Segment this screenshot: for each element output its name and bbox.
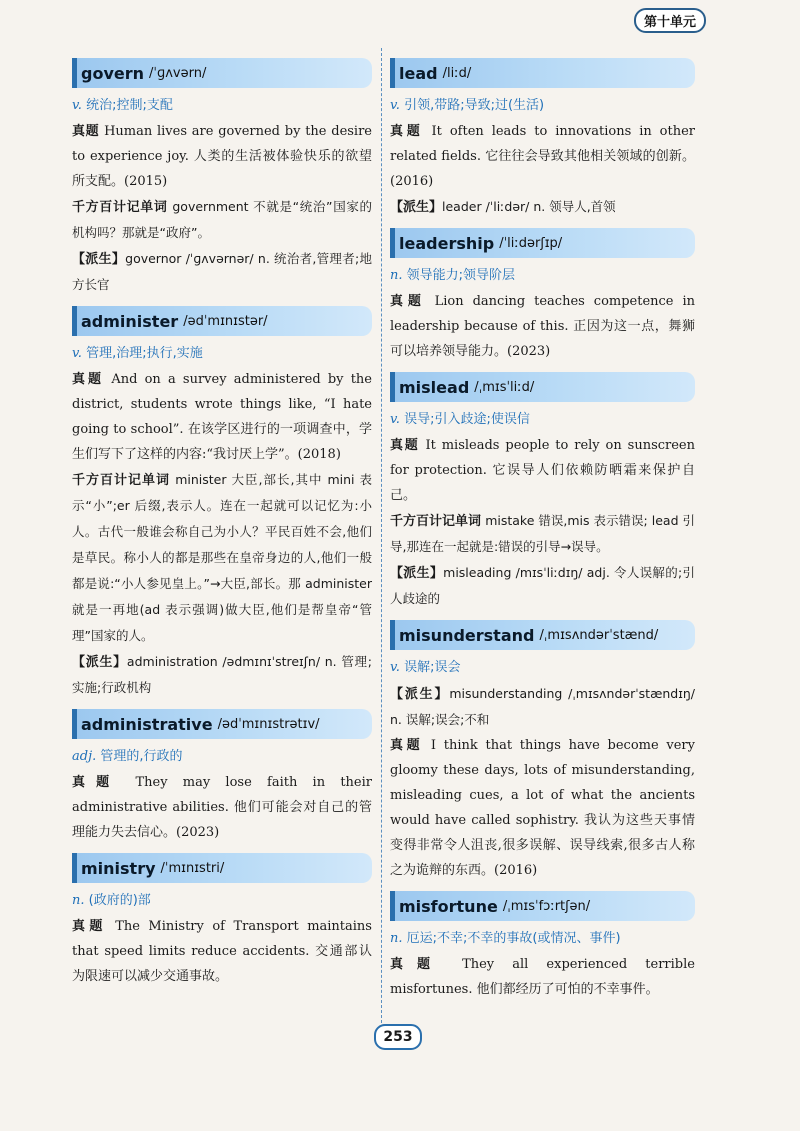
definition	[390, 408, 695, 427]
meaning: 统治;控制;支配	[86, 98, 173, 113]
phonetic: /ˈmɪnɪstri/	[160, 860, 225, 876]
meaning: 厄运;不幸;不幸的事故(或情况、事件)	[406, 931, 621, 946]
definition	[390, 927, 695, 946]
phonetic: /ˈliːdərʃɪp/	[499, 235, 563, 251]
definition	[72, 342, 372, 361]
exam-label: 真题	[390, 438, 420, 453]
derived-text: leader /ˈliːdər/ n. 领导人,首领	[442, 199, 616, 214]
memo-note	[72, 194, 372, 246]
derived-text: administration /ədmɪnɪˈstreɪʃn/ n. 管理;实施;行政机构	[72, 654, 372, 695]
headword-bar	[390, 891, 695, 921]
headword: mislead	[399, 377, 470, 397]
phonetic: /ˈɡʌvərn/	[149, 65, 207, 81]
entry-mislead	[390, 372, 695, 612]
right-column	[390, 50, 695, 1002]
derived-label: 【派生】	[390, 687, 450, 702]
derived-label: 【派生】	[390, 200, 443, 215]
memo-text: minister 大臣,部长,其中 mini 表示“小”;er 后缀,表示人。连在一起就可以记忆为:小人。古代一般谁会称自己为小人？平民百姓不会,他们是草民。称小人的都是那些在皇帝身边的人,他们一般都是说:“小人参见皇上。”→大臣,部长。那 administer 就是一再地(ad 表示强调)做大臣,他们是帮皇帝“管理”国家的人。	[72, 472, 372, 643]
exam-label: 真题	[72, 775, 121, 790]
headword-bar	[72, 306, 372, 336]
exam-text: They may lose faith in their administrative abilities. 他们可能会对自己的管理能力失去信心。(2023)	[72, 775, 372, 840]
headword-bar	[390, 372, 695, 402]
part-of-speech: adj.	[72, 749, 97, 764]
phonetic: /ˌmɪsˈfɔːrtʃən/	[502, 898, 591, 914]
memo-text: government 不就是“统治”国家的机构吗？那就是“政府”。	[72, 199, 372, 240]
headword: lead	[399, 63, 438, 83]
phonetic: /ədˈmɪnɪstər/	[183, 313, 268, 329]
exam-sentence	[72, 770, 372, 845]
part-of-speech: n.	[72, 893, 85, 908]
phonetic: /ˌmɪsʌndərˈstænd/	[539, 627, 659, 643]
exam-label: 真题	[390, 294, 426, 309]
exam-sentence	[390, 952, 695, 1002]
column-divider	[381, 48, 382, 1033]
exam-text: And on a survey administered by the district, students wrote things like, “I hate going to school”. 在该学区进行的一项调查中，学生们写下了这样的内容:“我讨厌上学”。(2018)	[72, 372, 373, 462]
exam-label: 真题	[72, 124, 100, 139]
exam-text: The Ministry of Transport maintains that speed limits reduce accidents. 交通部认为限速可以减少交通事故。	[72, 919, 372, 984]
headword: leadership	[399, 233, 495, 253]
exam-label: 真题	[390, 738, 424, 753]
derived-text: misunderstanding /ˌmɪsʌndərˈstændɪŋ/ n. 误解;误会;不和	[390, 686, 695, 727]
entry-lead	[390, 58, 695, 220]
entry-misunderstand	[390, 620, 695, 883]
exam-sentence	[390, 433, 695, 508]
exam-sentence	[390, 733, 695, 883]
derived-label: 【派生】	[390, 566, 444, 581]
derived-text: governor /ˈɡʌvərnər/ n. 统治者,管理者;地方长官	[72, 251, 372, 292]
memo-label: 千方百计记单词	[72, 200, 168, 215]
headword: administrative	[81, 714, 213, 734]
meaning: 管理,治理;执行,实施	[86, 346, 203, 361]
part-of-speech: n.	[390, 931, 403, 946]
memo-text: mistake 错误,mis 表示错误; lead 引导,那连在一起就是:错误的引导→误导。	[390, 513, 695, 554]
entry-administrative	[72, 709, 372, 845]
entry-govern	[72, 58, 372, 298]
exam-text: It often leads to innovations in other related fields. 它往往会导致其他相关领域的创新。(2016)	[390, 124, 695, 189]
headword: misfortune	[399, 896, 498, 916]
phonetic: /ədˈmɪnɪstrətɪv/	[217, 716, 320, 732]
exam-sentence	[390, 119, 695, 194]
exam-sentence	[390, 289, 695, 364]
derived-word	[390, 560, 695, 612]
exam-text: They all experienced terrible misfortunes. 他们都经历了可怕的不幸事件。	[390, 957, 695, 997]
part-of-speech: v.	[390, 660, 400, 675]
exam-text: Lion dancing teaches competence in leadership because of this. 正因为这一点，舞狮可以培养领导能力。(2023)	[390, 294, 695, 359]
derived-word	[72, 649, 372, 701]
exam-sentence	[72, 914, 372, 989]
meaning: 领导能力;领导阶层	[406, 268, 516, 283]
definition	[72, 889, 372, 908]
headword-bar	[72, 58, 372, 88]
part-of-speech: v.	[72, 346, 82, 361]
definition	[72, 745, 372, 764]
headword: govern	[81, 63, 145, 83]
definition	[390, 264, 695, 283]
exam-label: 真题	[390, 957, 444, 972]
headword-bar	[72, 709, 372, 739]
page-number: 253	[374, 1024, 422, 1050]
derived-word	[390, 194, 695, 220]
headword: misunderstand	[399, 625, 535, 645]
left-column	[72, 50, 372, 989]
entry-misfortune	[390, 891, 695, 1002]
exam-label: 真题	[72, 919, 107, 934]
headword-bar	[390, 58, 695, 88]
part-of-speech: n.	[390, 268, 403, 283]
definition	[72, 94, 372, 113]
part-of-speech: v.	[390, 412, 400, 427]
exam-sentence	[72, 119, 372, 194]
exam-sentence	[72, 367, 372, 467]
derived-label: 【派生】	[72, 252, 126, 267]
meaning: 误解;误会	[404, 660, 461, 675]
part-of-speech: v.	[72, 98, 82, 113]
meaning: 引领,带路;导致;过(生活)	[404, 98, 545, 113]
exam-text: It misleads people to rely on sunscreen for protection. 它误导人们依赖防晒霜来保护自己。	[390, 438, 695, 503]
meaning: 误导;引入歧途;使误信	[404, 412, 530, 427]
part-of-speech: v.	[390, 98, 400, 113]
definition	[390, 656, 695, 675]
memo-note	[390, 508, 695, 560]
headword-bar	[72, 853, 372, 883]
entry-ministry	[72, 853, 372, 989]
memo-label: 千方百计记单词	[390, 514, 482, 529]
phonetic: /liːd/	[442, 65, 472, 81]
memo-label: 千方百计记单词	[72, 473, 171, 488]
exam-label: 真题	[390, 124, 424, 139]
headword-bar	[390, 620, 695, 650]
entry-leadership	[390, 228, 695, 364]
exam-text: I think that things have become very gloomy these days, lots of misunderstanding, misleading cues, a lot of what the ancients would have called sophistry. 我认为这些天事情变得非常令人沮丧,很多误解、误导线索,很多古人称之为诡辩的东西。(2016)	[390, 738, 695, 878]
definition	[390, 94, 695, 113]
derived-word	[390, 681, 695, 733]
derived-word	[72, 246, 372, 298]
phonetic: /ˌmɪsˈliːd/	[474, 379, 535, 395]
headword: ministry	[81, 858, 156, 878]
entry-administer	[72, 306, 372, 701]
exam-text: Human lives are governed by the desire to experience joy. 人类的生活被体验快乐的欲望所支配。(2015)	[72, 124, 372, 189]
meaning: (政府的)部	[88, 893, 151, 908]
unit-badge: 第十单元	[634, 8, 706, 33]
headword: administer	[81, 311, 179, 331]
memo-note	[72, 467, 372, 649]
headword-bar	[390, 228, 695, 258]
meaning: 管理的,行政的	[100, 749, 183, 764]
derived-label: 【派生】	[72, 655, 127, 670]
derived-text: misleading /mɪsˈliːdɪŋ/ adj. 令人误解的;引人歧途的	[390, 565, 695, 606]
exam-label: 真题	[72, 372, 105, 387]
